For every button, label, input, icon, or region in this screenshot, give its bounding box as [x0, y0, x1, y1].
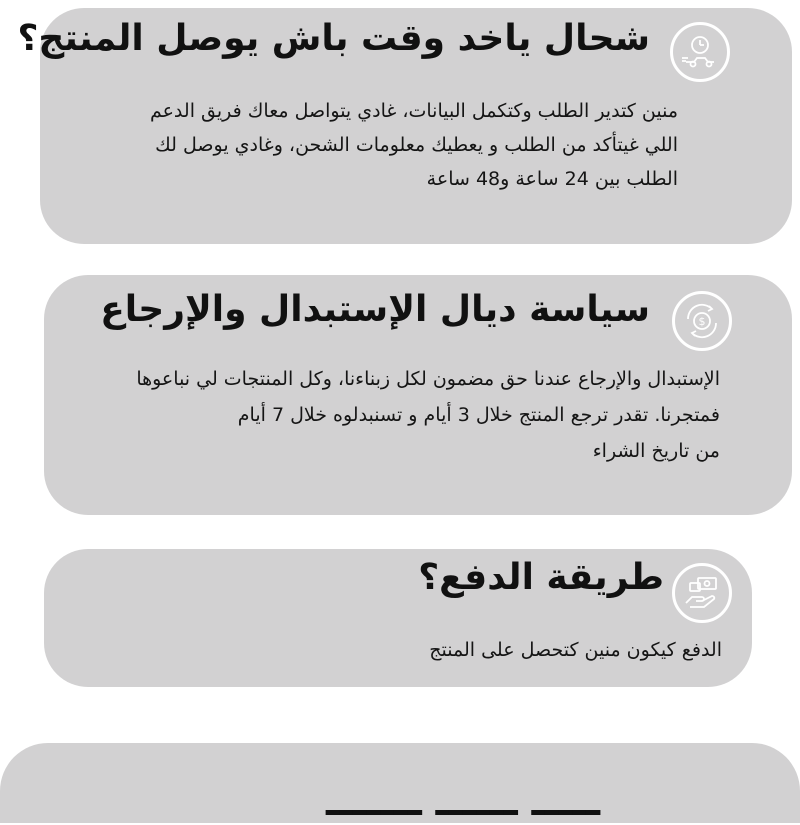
body-line: فمتجرنا. تقدر ترجع المنتج خلال 3 أيام و تسنبدلوه خلال 7 أيام [237, 404, 720, 426]
section-title: شحال ياخد وقت باش يوصل المنتج؟ [17, 18, 650, 59]
section-body [58, 94, 678, 196]
body-line: من تاريخ الشراء [592, 440, 720, 462]
body-line: منين كتدير الطلب وكتكمل البيانات، غادي يتواصل معاك فريق الدعم [149, 100, 678, 122]
cash-payment-icon [672, 563, 732, 623]
svg-text:$: $ [698, 315, 706, 328]
faq-card-delivery-time [17, 8, 792, 244]
body-line: الطلب بين 24 ساعة و48 ساعة [426, 168, 678, 190]
section-body [50, 361, 720, 469]
body-line: اللي غيتأكد من الطلب و يعطيك معلومات الشحن، وغادي يوصل لك [155, 134, 678, 156]
section-title: طريقة الدفع؟ [418, 557, 664, 598]
section-title: سياسة ديال الإستبدال والإرجاع [100, 289, 650, 330]
section-title: ـــــ ــــــ ـــــــ [326, 779, 600, 825]
money-exchange-icon [672, 291, 732, 351]
body-line: الدفع كيكون منين كتحصل على المنتج [429, 639, 722, 661]
section-body [82, 633, 722, 667]
faq-card-partial [0, 743, 800, 823]
delivery-time-icon [670, 22, 730, 82]
faq-card-return-policy [44, 275, 792, 515]
faq-card-payment-method [44, 549, 752, 687]
body-line: الإستبدال والإرجاع عندنا حق مضمون لكل زبناءنا، وكل المنتجات لي نباعوها [136, 368, 720, 390]
